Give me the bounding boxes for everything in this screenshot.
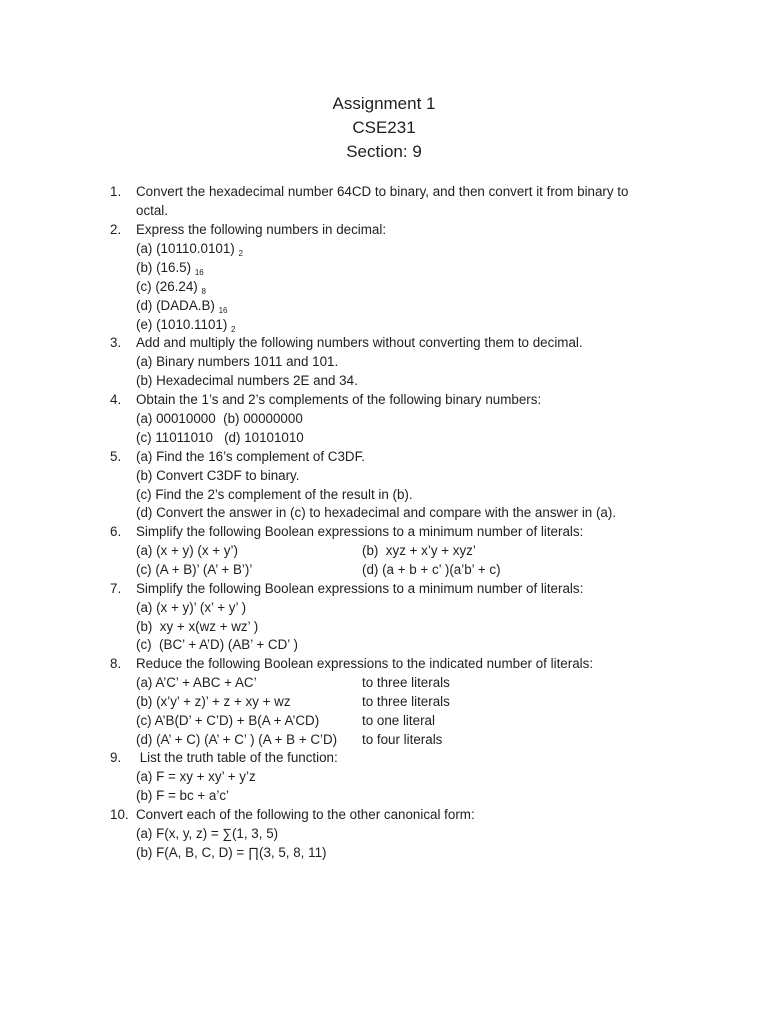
question-6-text: Simplify the following Boolean expressions to a minimum number of literals:: [136, 524, 584, 539]
question-8-item-c: (c) A’B(D’ + C’D) + B(A + A’CD): [136, 713, 320, 728]
question-4-items-ab: (a) 00010000 (b) 00000000: [136, 411, 303, 426]
question-8-item-b: (b) (x’y’ + z)’ + z + xy + wz: [136, 694, 291, 709]
question-5-item-d: (d) Convert the answer in (c) to hexadecimal and compare with the answer in (a).: [136, 505, 617, 520]
question-3-item-a: (a) Binary numbers 1011 and 101.: [136, 354, 339, 369]
section-label: Section: 9: [346, 142, 422, 161]
question-6-item-b: (b) xyz + x’y + xyz’: [362, 543, 476, 558]
question-8-item-d-target: to four literals: [362, 732, 443, 747]
question-10-number: 10.: [110, 807, 129, 822]
question-8-number: 8.: [110, 656, 122, 671]
question-8-item-d: (d) (A’ + C) (A’ + C’ ) (A + B + C’D): [136, 732, 338, 747]
question-8-item-a: (a) A’C’ + ABC + AC’: [136, 675, 257, 690]
question-3-number: 3.: [110, 335, 122, 350]
question-8-item-b-target: to three literals: [362, 694, 450, 709]
question-9-item-a: (a) F = xy + xy’ + y’z: [136, 769, 256, 784]
question-5-item-b: (b) Convert C3DF to binary.: [136, 468, 300, 483]
question-7-item-b: (b) xy + x(wz + wz’ ): [136, 619, 259, 634]
question-1-text-cont: octal.: [136, 203, 169, 218]
question-5-number: 5.: [110, 449, 122, 464]
question-9-number: 9.: [110, 750, 122, 765]
course-code: CSE231: [352, 118, 416, 137]
question-2-item-c: (c) (26.24) $_8$: [136, 279, 206, 296]
question-4-items-cd: (c) 11011010 (d) 10101010: [136, 430, 304, 445]
question-4-text: Obtain the 1’s and 2’s complements of the following binary numbers:: [136, 392, 542, 407]
question-7-item-a: (a) (x + y)’ (x’ + y’ ): [136, 600, 247, 615]
question-6-item-c: (c) (A + B)’ (A’ + B’)’: [136, 562, 253, 577]
question-10-item-b: (b) F(A, B, C, D) = ∏(3, 5, 8, 11): [136, 845, 327, 860]
question-6-item-a: (a) (x + y) (x + y’): [136, 543, 238, 558]
question-6-item-d: (d) (a + b + c’ )(a’b’ + c): [362, 562, 501, 577]
document-header: [0, 92, 768, 164]
question-6-number: 6.: [110, 524, 122, 539]
question-2-text: Express the following numbers in decimal:: [136, 222, 387, 237]
question-10-text: Convert each of the following to the other canonical form:: [136, 807, 475, 822]
question-7-text: Simplify the following Boolean expressions to a minimum number of literals:: [136, 581, 584, 596]
question-5-item-c: (c) Find the 2’s complement of the result in (b).: [136, 487, 413, 502]
question-8-text: Reduce the following Boolean expressions to the indicated number of literals:: [136, 656, 594, 671]
question-4-number: 4.: [110, 392, 122, 407]
question-8-item-a-target: to three literals: [362, 675, 450, 690]
question-1-number: 1.: [110, 184, 122, 199]
question-2-item-d: (d) (DADA.B) $_{16}$: [136, 298, 228, 315]
assignment-title: Assignment 1: [332, 94, 436, 113]
question-5-item-a: (a) Find the 16’s complement of C3DF.: [136, 449, 365, 464]
question-8-item-c-target: to one literal: [362, 713, 435, 728]
question-2-number: 2.: [110, 222, 122, 237]
question-3-text: Add and multiply the following numbers without converting them to decimal.: [136, 335, 583, 350]
question-3-item-b: (b) Hexadecimal numbers 2E and 34.: [136, 373, 358, 388]
question-9-item-b: (b) F = bc + a’c’: [136, 788, 230, 803]
question-2-item-e: (e) (1010.1101) $_2$: [136, 317, 236, 334]
question-10-item-a: (a) F(x, y, z) = ∑(1, 3, 5): [136, 826, 279, 841]
question-9-text: List the truth table of the function:: [136, 750, 338, 765]
question-2-item-a: (a) (10110.0101) $_2$: [136, 241, 243, 258]
question-7-number: 7.: [110, 581, 122, 596]
question-1-text: Convert the hexadecimal number 64CD to binary, and then convert it from binary to: [136, 184, 629, 199]
question-7-item-c: (c) (BC’ + A’D) (AB’ + CD’ ): [136, 637, 298, 652]
question-2-item-b: (b) (16.5) $_{16}$: [136, 260, 204, 277]
